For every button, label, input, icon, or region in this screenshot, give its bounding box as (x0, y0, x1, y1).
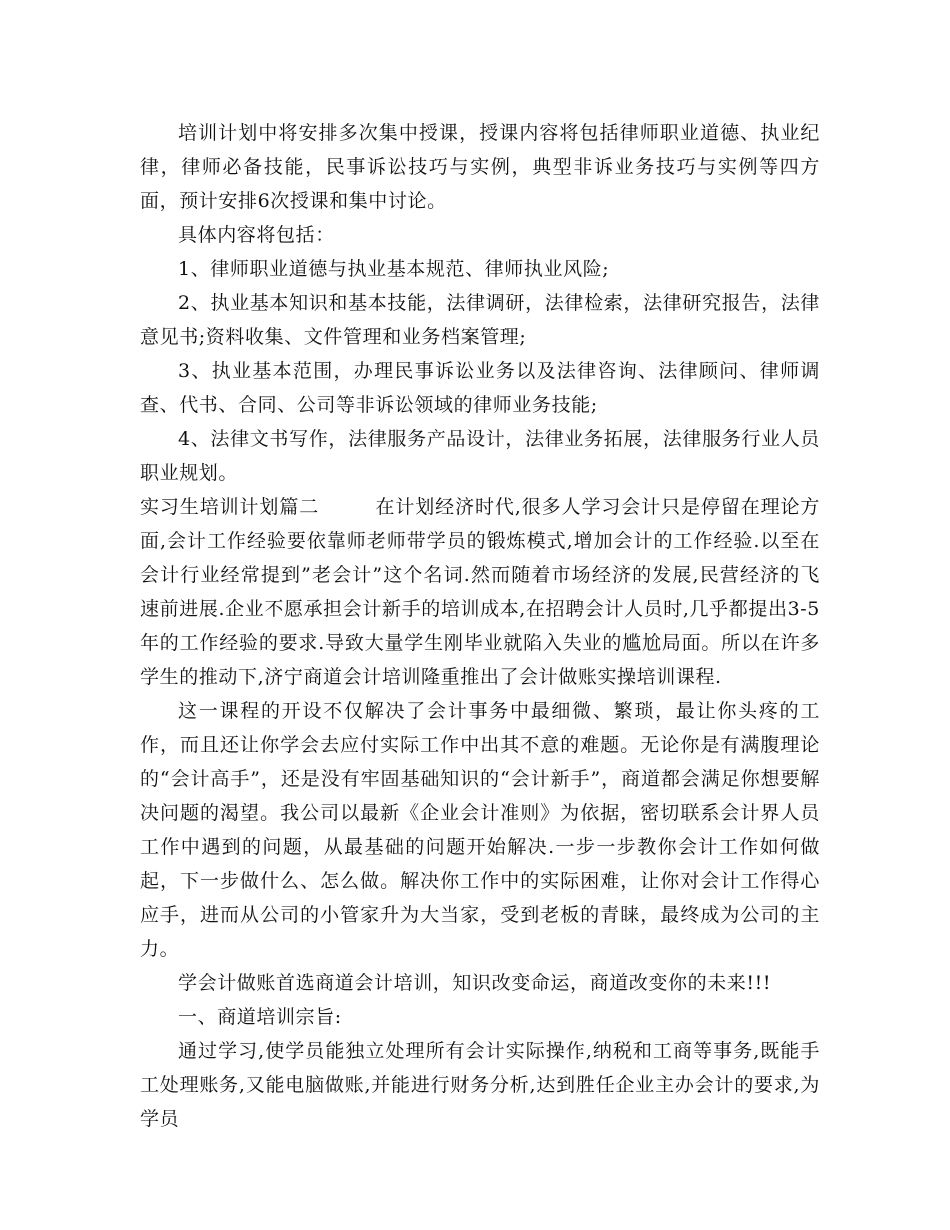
document-page (140, 116, 820, 1136)
section-title: 实习生培训计划篇二 (140, 496, 320, 518)
section-body: 在计划经济时代,很多人学习会计只是停留在理论方面,会计工作经验要依靠师老师带学员的锻炼模式,增加会计的工作经验.以至在会计行业经常提到”老会计”这个名词.然而随着市场经济的发展,民营经济的飞速前进展.企业不愿承担会计新手的培训成本,在招聘会计人员时,几乎都提出3-5年的工作经验的要求.导致大量学生刚毕业就陷入失业的尴尬局面。所以在许多学生的推动下,济宁商道会计培训隆重推出了会计做账实操培训课程. (140, 496, 821, 688)
paragraph-slogan: 学会计做账首选商道会计培训，知识改变命运，商道改变你的未来!!! (178, 972, 772, 994)
paragraph-purpose-body: 通过学习,使学员能独立处理所有会计实际操作,纳税和工商等事务,既能手工处理账务,又能电脑做账,并能进行财务分析,达到胜任企业主办会计的要求,为学员 (140, 1040, 820, 1130)
paragraph-course-benefits: 这一课程的开设不仅解决了会计事务中最细微、繁琐，最让你头疼的工作，而且还让你学会去应付实际工作中出其不意的难题。无论你是有满腹理论的“会计高手”，还是没有牢固基础知识的“会计新手”，商道都会满足你想要解决问题的渴望。我公司以最新《企业会计准则》为依据，密切联系会计界人员工作中遇到的问题，从最基础的问题开始解决.一步一步教你会计工作如何做起，下一步做什么、怎么做。解决你工作中的实际困难，让你对会计工作得心应手，进而从公司的小管家升为大当家，受到老板的青睐，最终成为公司的主力。 (140, 700, 820, 960)
paragraph-training-plan: 培训计划中将安排多次集中授课，授课内容将包括律师职业道德、执业纪律，律师必备技能，民事诉讼技巧与实例，典型非诉业务技巧与实例等四方面，预计安排6次授课和集中讨论。 (140, 122, 820, 212)
list-item-3: 3、执业基本范围，办理民事诉讼业务以及法律咨询、法律顾问、律师调查、代书、合同、公司等非诉讼领域的律师业务技能; (140, 360, 820, 416)
list-item-4: 4、法律文书写作，法律服务产品设计，法律业务拓展，法律服务行业人员职业规划。 (140, 428, 820, 484)
list-item-1: 1、律师职业道德与执业基本规范、律师执业风险; (178, 258, 610, 280)
section-two-paragraph (140, 490, 820, 694)
paragraph-content-intro: 具体内容将包括： (178, 224, 335, 246)
list-item-2: 2、执业基本知识和基本技能，法律调研，法律检索，法律研究报告，法律意见书;资料收集、文件管理和业务档案管理; (140, 292, 820, 348)
paragraph-purpose-heading: 一、商道培训宗旨: (178, 1006, 342, 1028)
